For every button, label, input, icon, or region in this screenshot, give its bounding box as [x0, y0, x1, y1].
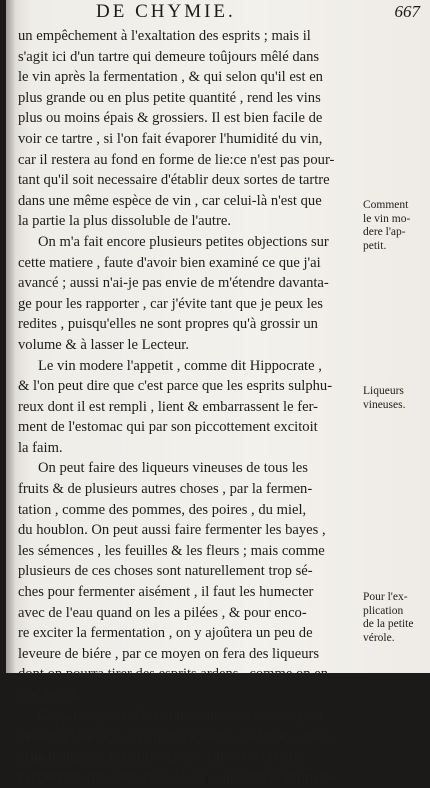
- text-line: Le vin modere l'appetit , comme dit Hippocrate ,: [38, 357, 322, 374]
- body-text: [18, 26, 360, 788]
- text-line: dont on pourra tirer des esprits ardens , comme on en: [18, 666, 329, 683]
- text-line: volume & à lasser le Lecteur.: [18, 336, 190, 353]
- text-line: la faim.: [18, 439, 63, 456]
- margin-note-verole: [363, 591, 429, 645]
- text-line: leveure de biére , par ce moyen on fera des liqueurs: [18, 645, 320, 662]
- text-line: avancé ; aussi n'ai-je pas envie de m'étendre davanta-: [18, 275, 329, 292]
- text-line: car il restera au fond en forme de lie:ce n'est pas pour-: [18, 151, 335, 168]
- margin-note-line: dere l'ap-: [363, 226, 406, 238]
- margin-note-line: Liqueurs: [363, 385, 404, 397]
- text-line: s'agit ici d'un tartre qui demeure toûjours mêlé dans: [18, 48, 320, 65]
- text-line: voir ce tartre , si l'on fait évaporer l'humidité du vin,: [18, 130, 323, 147]
- text-line: les sémences , les feuilles & les fleurs ; mais comme: [18, 542, 325, 559]
- margin-note-line: vineuses.: [363, 398, 406, 411]
- text-line: du houblon. On peut aussi faire fermenter les bayes ,: [18, 522, 326, 539]
- text-line: On m'a fait encore plusieurs petites objections sur: [38, 233, 329, 250]
- text-line: plus ou moins épais & grossiers. Il est bien facile de: [18, 110, 323, 127]
- book-page: [6, 0, 430, 786]
- text-line: ment de l'estomac qui par son piccottement excitoit: [18, 419, 318, 436]
- text-line: l'apparence que dans celle-là , le sang bout & fermen-: [18, 769, 332, 786]
- text-line: principalement la petite vérole : car il y a bien de: [18, 748, 305, 765]
- text-line: ches pour fermenter aisément , il faut les humecter: [18, 584, 314, 601]
- margin-note-line: vérole.: [363, 631, 395, 644]
- text-line: Ce qui se passe dans la fermentation du vin, peut: [38, 707, 324, 724]
- page-header: [6, 0, 430, 26]
- text-line: dans une même espèce de vin , car celui-là n'est que: [18, 192, 322, 209]
- text-line: tation , comme des pommes, des poires , du miel,: [18, 501, 307, 518]
- text-line: tant qu'il soit necessaire d'établir deux sortes de tartre: [18, 172, 330, 189]
- text-line: le vin après la fermentation , & qui selon qu'il est en: [18, 69, 323, 86]
- margin-note-appetit: [363, 199, 429, 253]
- text-line: fruits & de plusieurs autres choses , par la fermen-: [18, 481, 313, 498]
- text-line: avec de l'eau quand on les a pilées , & pour enco-: [18, 604, 307, 621]
- margin-note-line: Comment: [363, 199, 409, 211]
- text-line: On peut faire des liqueurs vineuses de tous les: [38, 460, 308, 477]
- text-line: reux dont il est rempli , lient & embarrassent le fer-: [18, 398, 318, 415]
- margin-note-liqueurs: [363, 385, 429, 412]
- margin-note-line: de la petite: [363, 618, 414, 630]
- text-line: un empêchement à l'exaltation des esprits ; mais il: [18, 28, 311, 44]
- running-title: DE CHYMIE.: [96, 1, 236, 22]
- margin-note-line: le vin mo-: [363, 212, 411, 225]
- text-line: beaucoup servir à expliquer plusieurs maladies , mais: [18, 728, 331, 745]
- margin-note-line: Pour l'ex-: [363, 591, 408, 603]
- text-line: ge pour les rapporter , car j'évite tant que je peux les: [18, 295, 323, 312]
- page-number: 667: [394, 2, 420, 21]
- spine-shadow: [6, 0, 16, 673]
- text-line: cette matiere , faute d'avoir bien examiné ce que j'ai: [18, 254, 321, 271]
- margin-note-line: plication: [363, 604, 404, 617]
- text-line: tire du vin.: [18, 687, 82, 703]
- text-line: plus grande ou en plus petite quantité , rend les vins: [18, 89, 321, 106]
- text-line: redites , puisqu'elles ne sont propres qu'à grossir un: [18, 316, 318, 333]
- text-line: plusieurs de ces choses sont naturellement trop sé-: [18, 563, 313, 580]
- margin-note-line: petit.: [363, 239, 387, 252]
- text-line: la partie la plus dissoluble de l'autre.: [18, 213, 231, 230]
- text-line: re exciter la fermentation , on y ajoûtera un peu de: [18, 625, 313, 642]
- text-line: & l'on peut dire que c'est parce que les esprits sulphu-: [18, 378, 333, 395]
